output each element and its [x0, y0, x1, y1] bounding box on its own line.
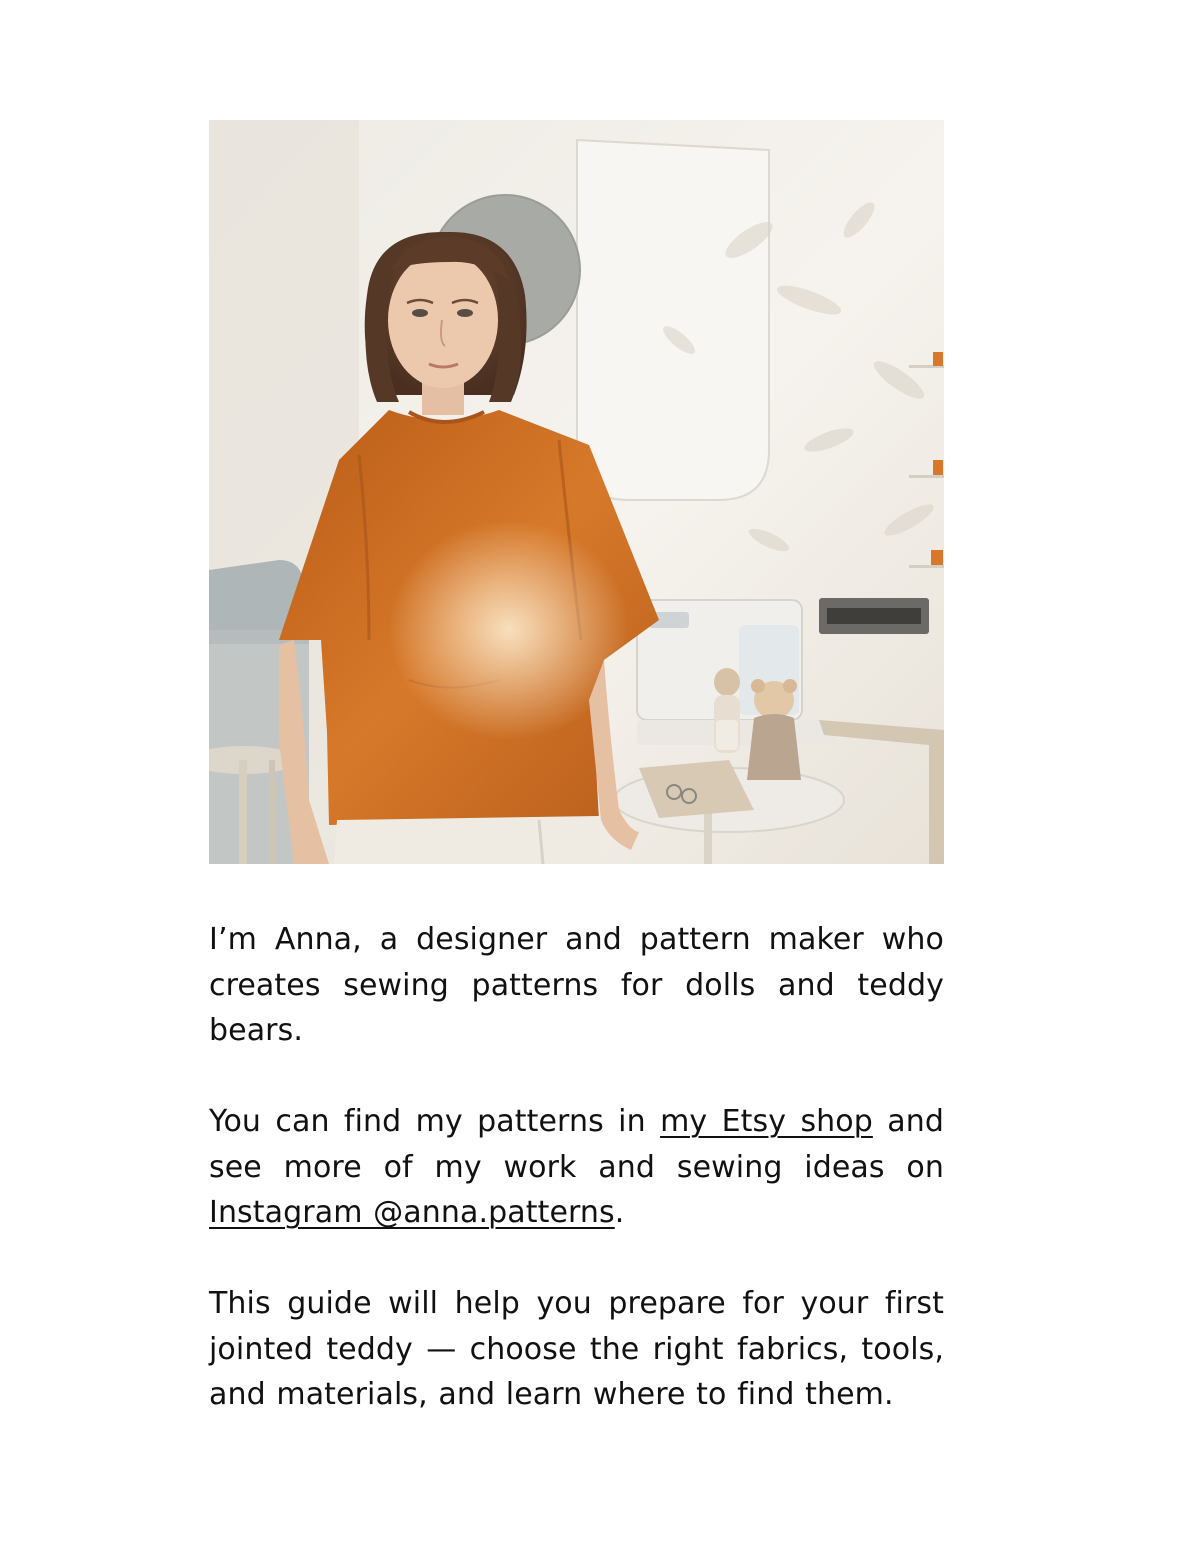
intro-text-block — [209, 917, 944, 1418]
guide-paragraph: This guide will help you prepare for your first jointed teddy — choose the right fabrics, tools, and materials, and learn where to find them. — [209, 1286, 944, 1412]
author-photo — [209, 120, 944, 864]
intro-paragraph: I’m Anna, a designer and pattern maker who creates sewing patterns for dolls and teddy bears. — [209, 922, 944, 1048]
links-suffix-text: . — [614, 1195, 625, 1230]
links-prefix-text: You can find my patterns in — [209, 1104, 661, 1139]
links-paragraph — [209, 1099, 944, 1236]
instagram-link[interactable]: Instagram @anna.patterns — [209, 1195, 615, 1230]
etsy-shop-link[interactable]: my Etsy shop — [660, 1104, 873, 1139]
author-photo-illustration — [209, 120, 944, 864]
links-middle-text: and see more of my work and sewing ideas on — [209, 1104, 944, 1185]
